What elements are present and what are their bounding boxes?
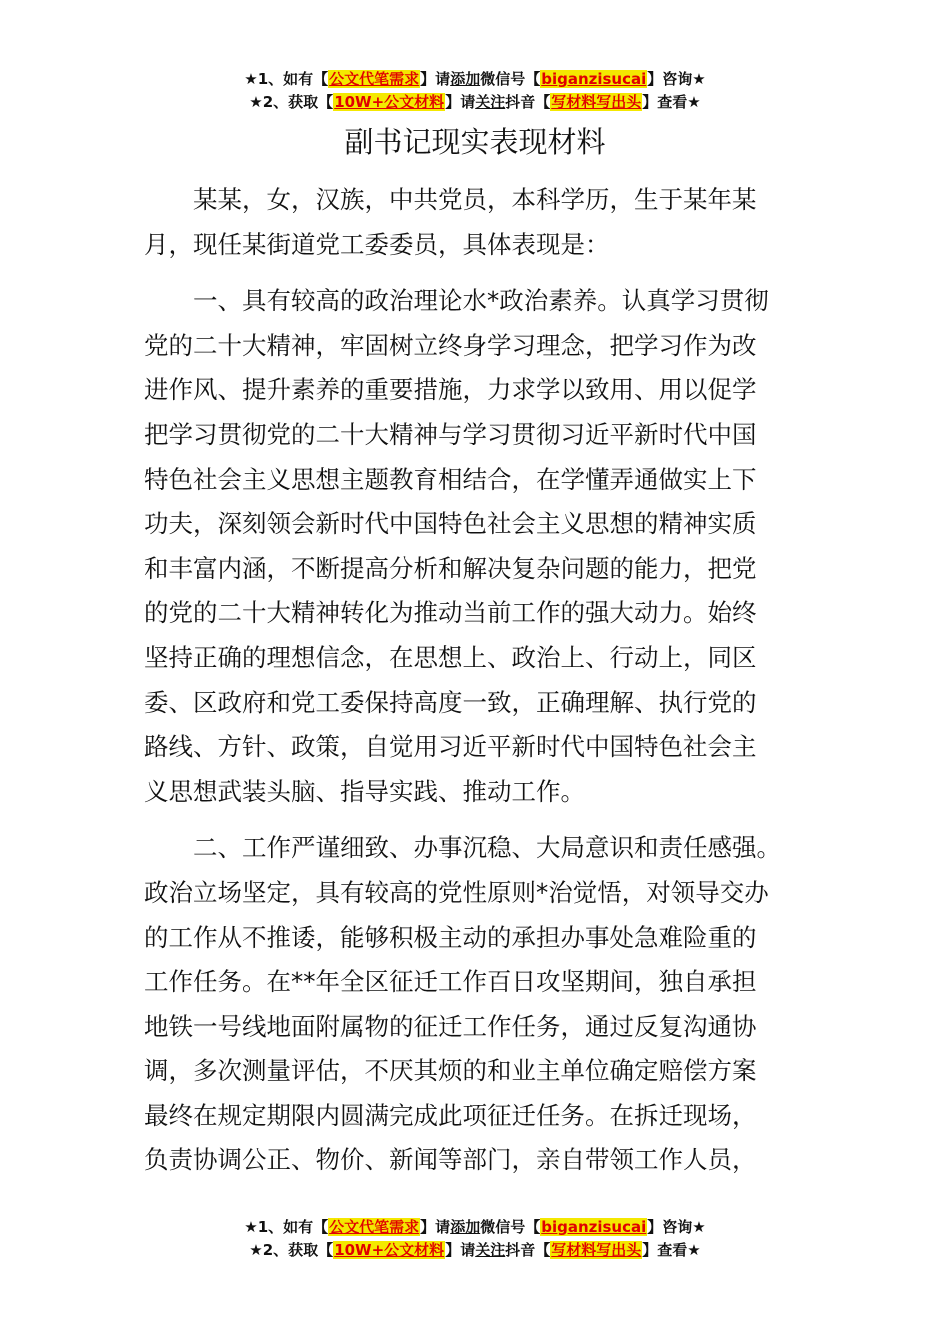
text-line: 调，多次测量评估，不厌其烦的和业主单位确定赔偿方案 <box>144 1056 757 1086</box>
text-line: 的党的二十大精神转化为推动当前工作的强大动力。始终 <box>144 598 757 628</box>
banner-text: 】咨询★ <box>647 1218 706 1236</box>
banner-line-1 <box>0 68 950 91</box>
paragraph-section-2 <box>144 826 816 1183</box>
text-line: 进作风、提升素养的重要措施，力求学以致用、用以促学 <box>144 375 757 405</box>
text-line: 二、工作严谨细致、办事沉稳、大局意识和责任感强。 <box>193 833 781 863</box>
banner-line-1 <box>0 1216 950 1239</box>
banner-text: 】咨询★ <box>647 70 706 88</box>
banner-text: 抖音【 <box>505 1241 551 1259</box>
document-title: 副书记现实表现材料 <box>344 125 606 159</box>
text-line: 党的二十大精神，牢固树立终身学习理念，把学习作为改 <box>144 330 757 360</box>
highlight-wechat-id: biganzisucai <box>541 1218 647 1236</box>
banner-text: ★2、获取【 <box>249 1241 334 1259</box>
highlight-service: 公文代笔需求 <box>329 1218 420 1236</box>
highlight-service: 公文代笔需求 <box>329 70 420 88</box>
banner-text: 微信号【 <box>480 1218 541 1236</box>
text-line: 把学习贯彻党的二十大精神与学习贯彻习近平新时代中国 <box>144 419 757 449</box>
banner-underlined-text: 关注 <box>475 93 506 111</box>
banner-text: 】请 <box>445 1241 476 1259</box>
banner-text: 】请 <box>445 93 476 111</box>
banner-text: ★1、如有【 <box>244 70 329 88</box>
banner-underlined-text: 关注 <box>475 1241 506 1259</box>
highlight-materials: 10W+公文材料 <box>334 93 445 111</box>
paragraph-intro <box>144 178 816 267</box>
text-line: 负责协调公正、物价、新闻等部门，亲自带领工作人员， <box>144 1145 757 1175</box>
banner-text: 抖音【 <box>505 93 551 111</box>
text-line: 和丰富内涵，不断提高分析和解决复杂问题的能力，把党 <box>144 553 757 583</box>
text-line: 义思想武装头脑、指导实践、推动工作。 <box>144 776 585 806</box>
text-line: 工作任务。在**年全区征迁工作百日攻坚期间，独自承担 <box>144 967 757 997</box>
text-line: 委、区政府和党工委保持高度一致，正确理解、执行党的 <box>144 687 757 717</box>
highlight-materials: 10W+公文材料 <box>334 1241 445 1259</box>
banner-underlined-text: 添加 <box>450 70 481 88</box>
highlight-wechat-id: biganzisucai <box>541 70 647 88</box>
banner-line-2 <box>0 1239 950 1262</box>
banner-text: 微信号【 <box>480 70 541 88</box>
header-banner <box>0 68 950 114</box>
text-line: 月，现任某街道党工委委员，具体表现是： <box>144 229 610 259</box>
text-line: 的工作从不推诿，能够积极主动的承担办事处急难险重的 <box>144 922 757 952</box>
footer-banner <box>0 1216 950 1262</box>
banner-text: 】查看★ <box>642 1241 701 1259</box>
banner-text: ★1、如有【 <box>244 1218 329 1236</box>
text-line: 特色社会主义思想主题教育相结合，在学懂弄通做实上下 <box>144 464 757 494</box>
banner-text: ★2、获取【 <box>249 93 334 111</box>
highlight-douyin-account: 写材料写出头 <box>551 93 642 111</box>
banner-line-2 <box>0 91 950 114</box>
text-line: 政治立场坚定，具有较高的党性原则*治觉悟，对领导交办 <box>144 877 769 907</box>
text-line: 坚持正确的理想信念，在思想上、政治上、行动上，同区 <box>144 642 757 672</box>
banner-text: 】请 <box>420 70 451 88</box>
banner-underlined-text: 添加 <box>450 1218 481 1236</box>
banner-text: 】请 <box>420 1218 451 1236</box>
text-line: 最终在规定期限内圆满完成此项征迁任务。在拆迁现场， <box>144 1100 757 1130</box>
text-line: 路线、方针、政策，自觉用习近平新时代中国特色社会主 <box>144 732 757 762</box>
document-body <box>144 178 816 1183</box>
text-line: 功夫，深刻领会新时代中国特色社会主义思想的精神实质 <box>144 509 757 539</box>
highlight-douyin-account: 写材料写出头 <box>551 1241 642 1259</box>
text-line: 地铁一号线地面附属物的征迁工作任务，通过反复沟通协 <box>144 1011 757 1041</box>
text-line: 某某，女，汉族，中共党员，本科学历，生于某年某 <box>193 185 757 214</box>
paragraph-section-1 <box>144 279 816 814</box>
banner-text: 】查看★ <box>642 93 701 111</box>
text-line: 一、具有较高的政治理论水*政治素养。认真学习贯彻 <box>193 286 769 316</box>
